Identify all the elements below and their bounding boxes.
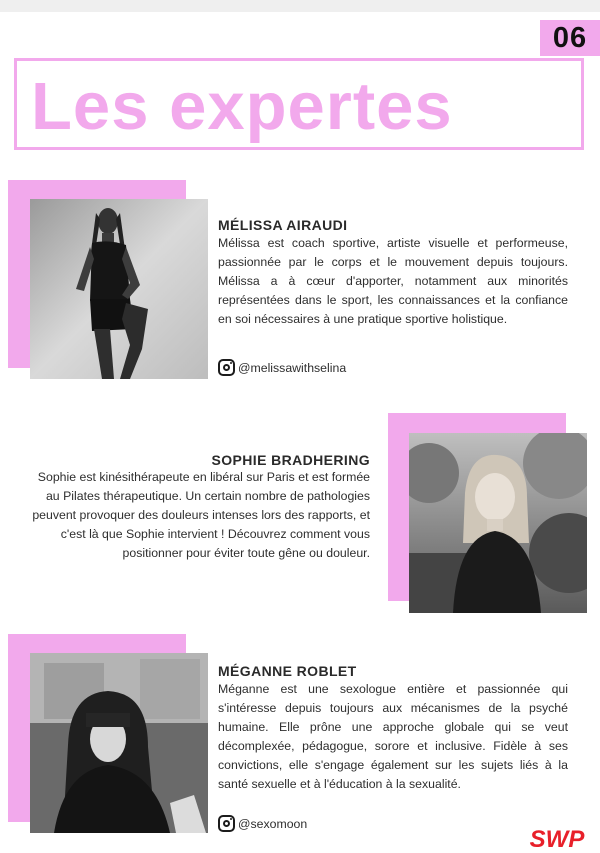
expert-1-photo-art (30, 199, 208, 379)
expert-1-bio: Mélissa est coach sportive, artiste visuelle et performeuse, passionnée par le corps et le mouvement depuis toujours. Mélissa a à cœur d'apporter, notamment aux minorités représentées dans le sport, les connaissances et la confiance en soi nécessaires à une pratique sportive holistique. (218, 236, 568, 326)
instagram-icon (218, 815, 235, 832)
expert-2-photo (409, 433, 587, 613)
expert-3-photo (30, 653, 208, 833)
expert-1-instagram[interactable] (218, 359, 346, 376)
swp-logo-text: SWP (529, 826, 585, 850)
expert-2-name: SOPHIE BRADHERING (211, 452, 370, 468)
top-strip (0, 0, 600, 12)
expert-2-bio: Sophie est kinésithérapeute en libéral sur Paris et est formée au Pilates thérapeutique. Un certain nombre de pathologies peuvent provoquer des douleurs intenses lors des rapports, et c'est là que Sophie intervient ! Découvrez comment vous positionner pour éviter toute gêne ou douleur. (32, 470, 370, 560)
expert-1-instagram-handle: @melissawithselina (238, 360, 347, 375)
instagram-icon (218, 359, 235, 376)
expert-3-instagram[interactable] (218, 815, 307, 832)
page-number: 06 (540, 20, 600, 56)
expert-3-instagram-handle: @sexomoon (238, 816, 308, 831)
expert-1-name: MÉLISSA AIRAUDI (218, 217, 348, 233)
swp-logo (518, 826, 596, 850)
swp-logo-mark (518, 826, 596, 850)
expert-2-photo-art (409, 433, 587, 613)
expert-1-photo (30, 199, 208, 379)
expert-3-photo-art (30, 653, 208, 833)
expert-3-bio: Méganne est une sexologue entière et passionnée qui s'intéresse depuis toujours aux mécanismes de la psyché humaine. Elle prône une approche globale qui se veut décomplexée, pédagogue, sorore et inclusive. Fidèle à ses convictions, elle s'engage également sur les sujets liés à la santé sexuelle et à l'éducation à la sexualité. (218, 682, 568, 791)
page-title: Les expertes (31, 69, 453, 144)
expert-3-name: MÉGANNE ROBLET (218, 663, 357, 679)
title-frame (14, 58, 584, 150)
